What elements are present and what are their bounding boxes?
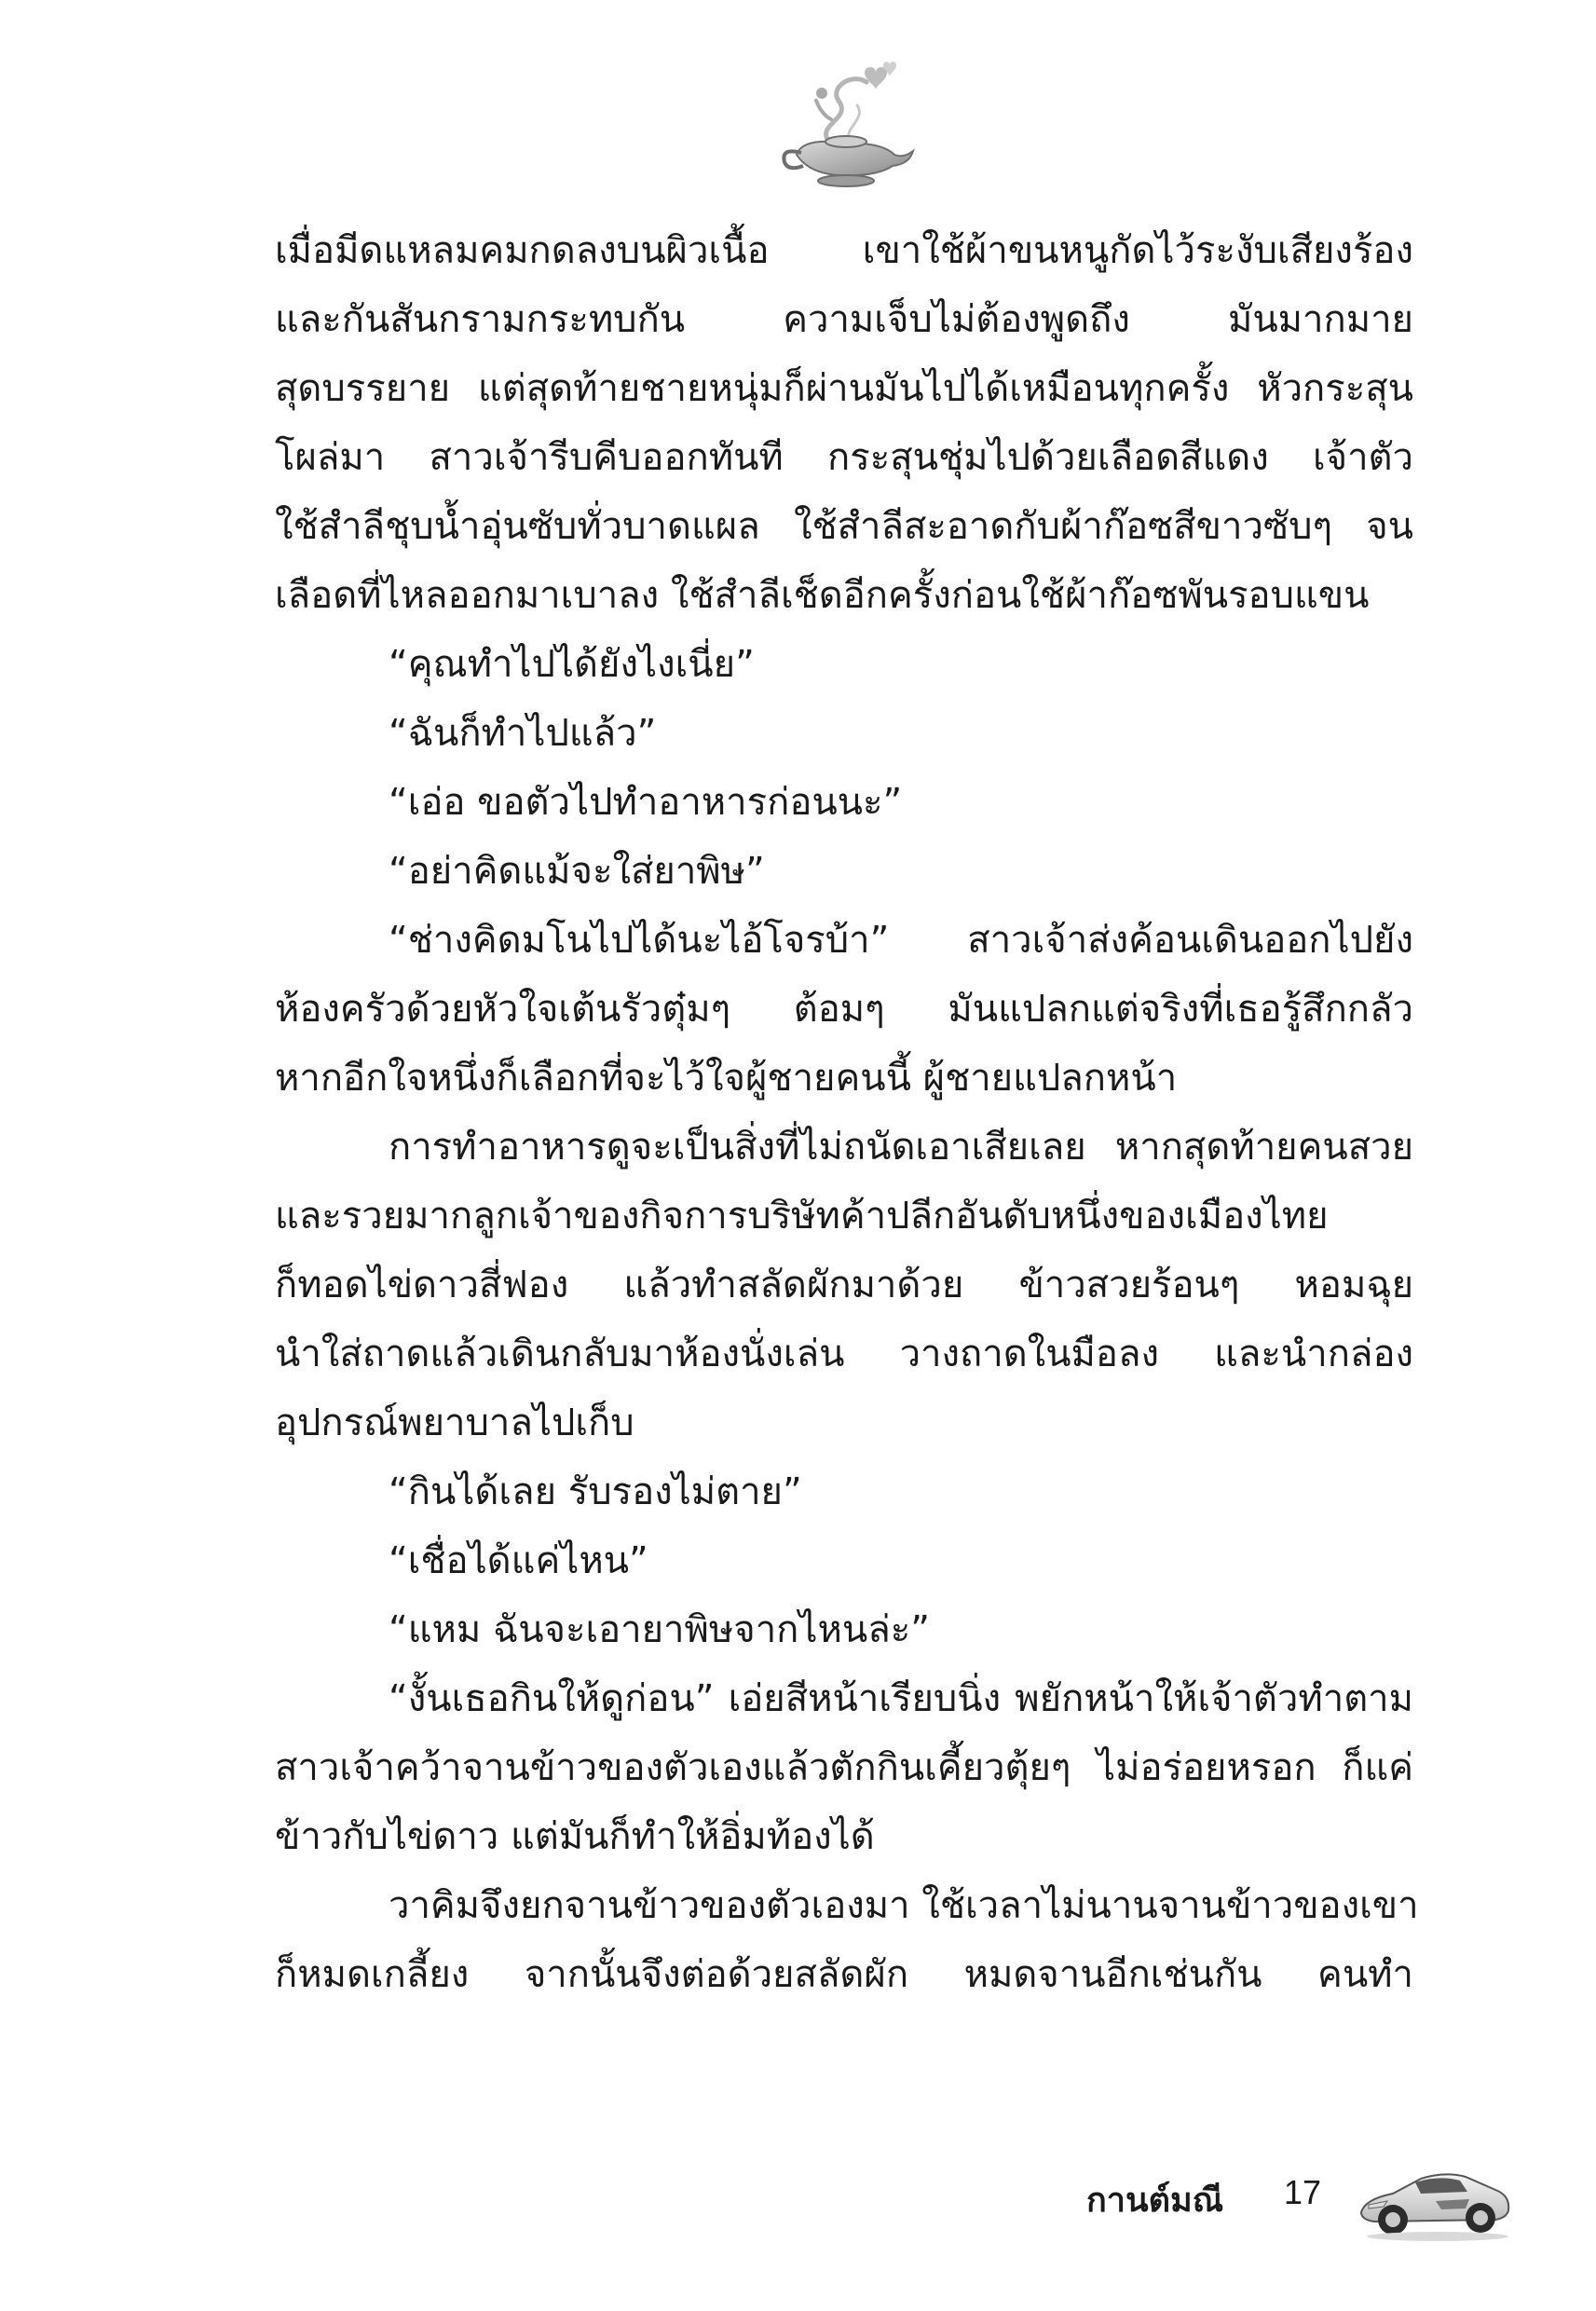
text-line: ข้าวกับไข่ดาว แต่มันก็ทำให้อิ่มท้องได้	[275, 1815, 875, 1858]
dialogue-line: “เอ่อ ขอตัวไปทำอาหารก่อนนะ”	[389, 781, 903, 824]
text-line: ก็ทอดไข่ดาวสี่ฟอง แล้วทำสลัดผักมาด้วย ข้าวสวยร้อนๆ หอมฉุย	[275, 1264, 1413, 1306]
genie-lamp-ornament-icon	[764, 54, 922, 194]
text-line: “ช่างคิดมโนไปได้นะไอ้โจรบ้า” สาวเจ้าส่งค้อนเดินออกไปยัง	[389, 919, 1413, 962]
text-line: วาคิมจึงยกจานข้าวของตัวเองมา ใช้เวลาไม่นานจานข้าวของเขา	[389, 1884, 1419, 1927]
text-line: การทำอาหารดูจะเป็นสิ่งที่ไม่ถนัดเอาเสียเลย หากสุดท้ายคนสวย	[389, 1126, 1413, 1169]
dialogue-line: “เชื่อได้แค่ไหน”	[389, 1539, 648, 1582]
text-line: หากอีกใจหนึ่งก็เลือกที่จะไว้ใจผู้ชายคนนี้ ผู้ชายแปลกหน้า	[275, 1057, 1178, 1100]
dialogue-line: “แหม ฉันจะเอายาพิษจากไหนล่ะ”	[389, 1608, 930, 1651]
text-line: “งั้นเธอกินให้ดูก่อน” เอ่ยสีหน้าเรียบนิ่ง พยักหน้าให้เจ้าตัวทำตาม	[389, 1677, 1413, 1720]
text-line: โผล่มา สาวเจ้ารีบคีบออกทันที กระสุนชุ่มไปด้วยเลือดสีแดง เจ้าตัว	[275, 436, 1413, 479]
text-line: และกันสันกรามกระทบกัน ความเจ็บไม่ต้องพูดถึง มันมากมาย	[275, 298, 1413, 341]
text-line: ก็หมดเกลี้ยง จากนั้นจึงต่อด้วยสลัดผัก หมดจานอีกเช่นกัน คนทำ	[275, 1953, 1413, 1996]
body-text	[275, 216, 1419, 2009]
page-number: 17	[1284, 2173, 1322, 2211]
sports-car-icon	[1356, 2158, 1514, 2244]
text-line: อุปกรณ์พยาบาลไปเก็บ	[275, 1402, 634, 1444]
dialogue-line: “อย่าคิดแม้จะใส่ยาพิษ”	[389, 850, 765, 893]
text-line: ห้องครัวด้วยหัวใจเต้นรัวตุ๋มๆ ต้อมๆ มันแปลกแต่จริงที่เธอรู้สึกกลัว	[275, 988, 1413, 1031]
text-line: เลือดที่ไหลออกมาเบาลง ใช้สำลีเช็ดอีกครั้งก่อนใช้ผ้าก๊อซพันรอบแขน	[275, 574, 1370, 617]
text-line: และรวยมากลูกเจ้าของกิจการบริษัทค้าปลีกอันดับหนึ่งของเมืองไทย	[275, 1195, 1329, 1238]
author-name: กานต์มณี	[1086, 2181, 1224, 2220]
dialogue-line: “คุณทำไปได้ยังไงเนี่ย”	[389, 643, 755, 686]
dialogue-line: “กินได้เลย รับรองไม่ตาย”	[389, 1470, 802, 1513]
text-line: เมื่อมีดแหลมคมกดลงบนผิวเนื้อ เขาใช้ผ้าขนหนูกัดไว้ระงับเสียงร้อง	[275, 229, 1413, 272]
page-footer	[1071, 2151, 1519, 2253]
text-line: สุดบรรยาย แต่สุดท้ายชายหนุ่มก็ผ่านมันไปได้เหมือนทุกครั้ง หัวกระสุน	[275, 367, 1413, 410]
dialogue-line: “ฉันก็ทำไปแล้ว”	[389, 712, 657, 755]
text-line: ใช้สำลีชุบน้ำอุ่นซับทั่วบาดแผล ใช้สำลีสะอาดกับผ้าก๊อซสีขาวซับๆ จน	[275, 505, 1413, 548]
text-line: สาวเจ้าคว้าจานข้าวของตัวเองแล้วตักกินเคี้ยวตุ้ยๆ ไม่อร่อยหรอก ก็แค่	[275, 1746, 1413, 1789]
text-line: นำใส่ถาดแล้วเดินกลับมาห้องนั่งเล่น วางถาดในมือลง และนำกล่อง	[275, 1333, 1413, 1375]
